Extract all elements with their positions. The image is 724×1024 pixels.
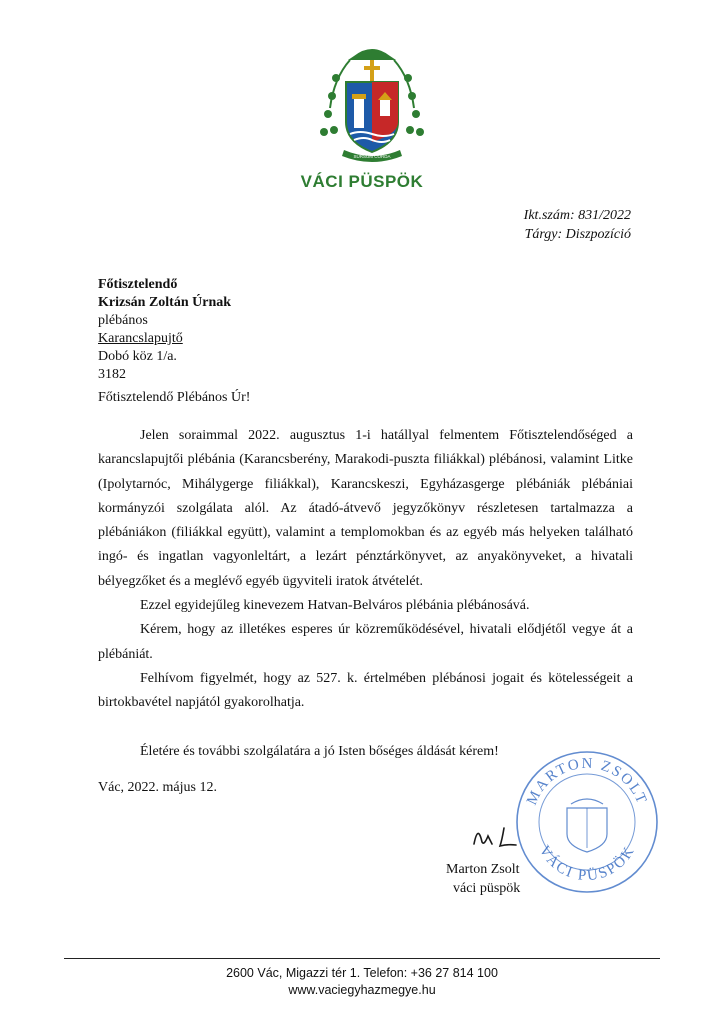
addressee-street: Dobó köz 1/a.: [98, 349, 177, 364]
addressee-block: [98, 276, 231, 384]
subject-line: Tárgy: Diszpozíció: [524, 227, 631, 242]
addressee-town: Karancslapujtő: [98, 331, 183, 346]
footer-divider: [64, 958, 660, 959]
letter-body: [98, 424, 633, 716]
reference-block: [524, 206, 631, 244]
addressee-postcode: 3182: [98, 367, 126, 382]
signer-title: váci püspök: [453, 881, 521, 896]
paragraph-1: Jelen soraimmal 2022. augusztus 1-i hatállyal felmentem Főtisztelendőséged a karancslapujtői plébánia (Karancsberény, Marakodi-puszta filiákkal) plébánosi, valamint Litke (Ipolytarnóc, Mihálygerge filiákkal), Karancskeszi, Egyházasgerge plébániák plébániai kormányzói szolgálata alól. Az átadó-átvevő jegyzőkönyv részletesen tartalmazza a plébániákon (filiákkal együtt), valamint a templomokban és az egyéb más helyeken található ingó- és ingatlan vagyonleltárt, a lezárt pénztárkönyvet, az anyakönyveket, a hivatali bélyegzőket és a meglévő egyéb ügyviteli iratok átvételét.: [98, 428, 633, 589]
paragraph-4: Felhívom figyelmét, hogy az 527. k. értelmében plébánosi jogait és kötelességeit a birtokbavétel napjától gyakorolhatja.: [98, 670, 633, 711]
addressee-honorific: Főtisztelendő: [98, 277, 178, 292]
signer-name: Marton Zsolt: [446, 862, 520, 877]
reference-number: Ikt.szám: 831/2022: [523, 208, 631, 223]
addressee-name: Krizsán Zoltán Úrnak: [98, 295, 232, 310]
bishop-title: VÁCI PÜSPÖK: [300, 172, 424, 191]
handwritten-signature-icon: [470, 822, 520, 850]
footer: [0, 965, 724, 999]
addressee-role: plébános: [98, 313, 148, 328]
stamp-top-text: MARTON ZSOLT: [524, 755, 650, 808]
stamp-bottom-text: VÁCI PÜSPÖK: [535, 842, 639, 885]
paragraph-3: Kérem, hogy az illetékes esperes úr közreműködésével, hivatali elődjétől vegye át a plébániát.: [98, 622, 633, 662]
date-line: Vác, 2022. május 12.: [98, 780, 217, 795]
coat-of-arms-icon: [310, 38, 434, 166]
paragraph-2: Ezzel egyidejűleg kinevezem Hatvan-Belváros plébánia plébánosává.: [140, 598, 530, 614]
signature-block: [446, 860, 520, 898]
salutation: Főtisztelendő Plébános Úr!: [98, 390, 251, 405]
crest-motto: SURSUM CORDA: [353, 154, 391, 159]
footer-website[interactable]: www.vaciegyhazmegye.hu: [288, 983, 436, 997]
closing-line: Életére és további szolgálatára a jó Isten bőséges áldását kérem!: [140, 744, 499, 759]
footer-address: 2600 Vác, Migazzi tér 1. Telefon: +36 27 814 100: [226, 966, 498, 980]
official-stamp: [513, 748, 661, 896]
